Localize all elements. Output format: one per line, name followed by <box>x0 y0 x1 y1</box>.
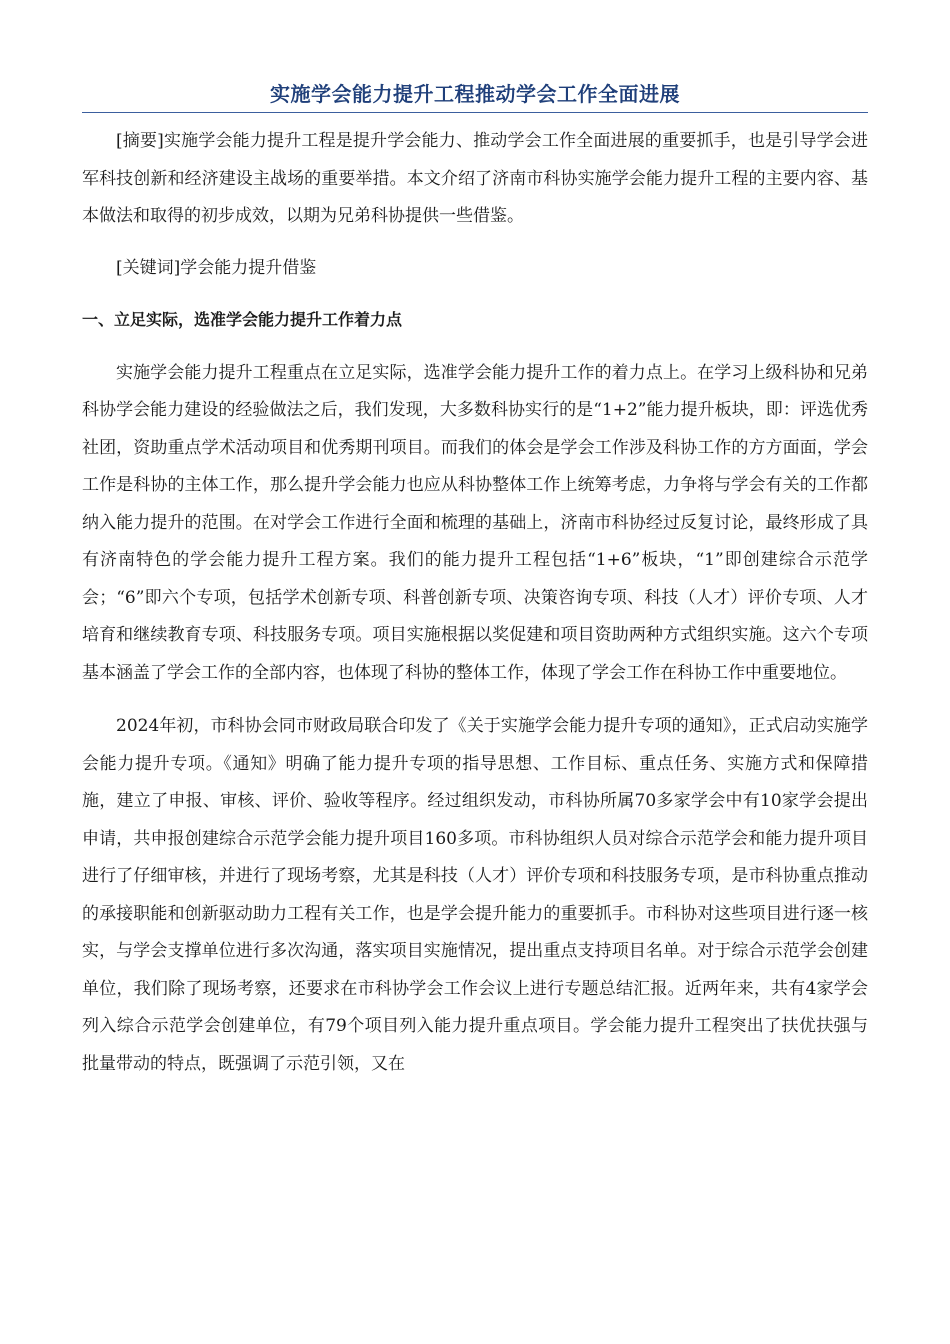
document-title: 实施学会能力提升工程推动学会工作全面进展 <box>82 78 868 113</box>
document-page <box>82 78 868 1083</box>
abstract-paragraph: [摘要]实施学会能力提升工程是提升学会能力、推动学会工作全面进展的重要抓手，也是引导学会进军科技创新和经济建设主战场的重要举措。本文介绍了济南市科协实施学会能力提升工程的主要内容、基本做法和取得的初步成效，以期为兄弟科协提供一些借鉴。 <box>82 131 868 226</box>
keywords-line: [关键词]学会能力提升借鉴 <box>116 257 317 278</box>
section-heading-1: 一、立足实际，选准学会能力提升工作着力点 <box>82 310 403 329</box>
body-paragraph-1: 实施学会能力提升工程重点在立足实际，选准学会能力提升工作的着力点上。在学习上级科协和兄弟科协学会能力建设的经验做法之后，我们发现，大多数科协实行的是“1+2”能力提升板块，即：评选优秀社团，资助重点学术活动项目和优秀期刊项目。而我们的体会是学会工作涉及科协工作的方方面面，学会工作是科协的主体工作，那么提升学会能力也应从科协整体工作上统筹考虑，力争将与学会有关的工作都纳入能力提升的范围。在对学会工作进行全面和梳理的基础上，济南市科协经过反复讨论，最终形成了具有济南特色的学会能力提升工程方案。我们的能力提升工程包括“1+6”板块，“1”即创建综合示范学会；“6”即六个专项，包括学术创新专项、科普创新专项、决策咨询专项、科技（人才）评价专项、人才培育和继续教育专项、科技服务专项。项目实施根据以奖促建和项目资助两种方式组织实施。这六个专项基本涵盖了学会工作的全部内容，也体现了科协的整体工作，体现了学会工作在科协工作中重要地位。 <box>82 362 868 683</box>
body-paragraph-2: 2024年初，市科协会同市财政局联合印发了《关于实施学会能力提升专项的通知》，正式启动实施学会能力提升专项。《通知》明确了能力提升专项的指导思想、工作目标、重点任务、实施方式和保障措施，建立了申报、审核、评价、验收等程序。经过组织发动，市科协所属70多家学会中有10家学会提出申请，共申报创建综合示范学会能力提升项目160多项。市科协组织人员对综合示范学会和能力提升项目进行了仔细审核，并进行了现场考察，尤其是科技（人才）评价专项和科技服务专项，是市科协重点推动的承接职能和创新驱动助力工程有关工作，也是学会提升能力的重要抓手。市科协对这些项目进行逐一核实，与学会支撑单位进行多次沟通，落实项目实施情况，提出重点支持项目名单。对于综合示范学会创建单位，我们除了现场考察，还要求在市科协学会工作会议上进行专题总结汇报。近两年来，共有4家学会列入综合示范学会创建单位，有79个项目列入能力提升重点项目。学会能力提升工程突出了扶优扶强与批量带动的特点，既强调了示范引领，又在 <box>82 716 868 1074</box>
